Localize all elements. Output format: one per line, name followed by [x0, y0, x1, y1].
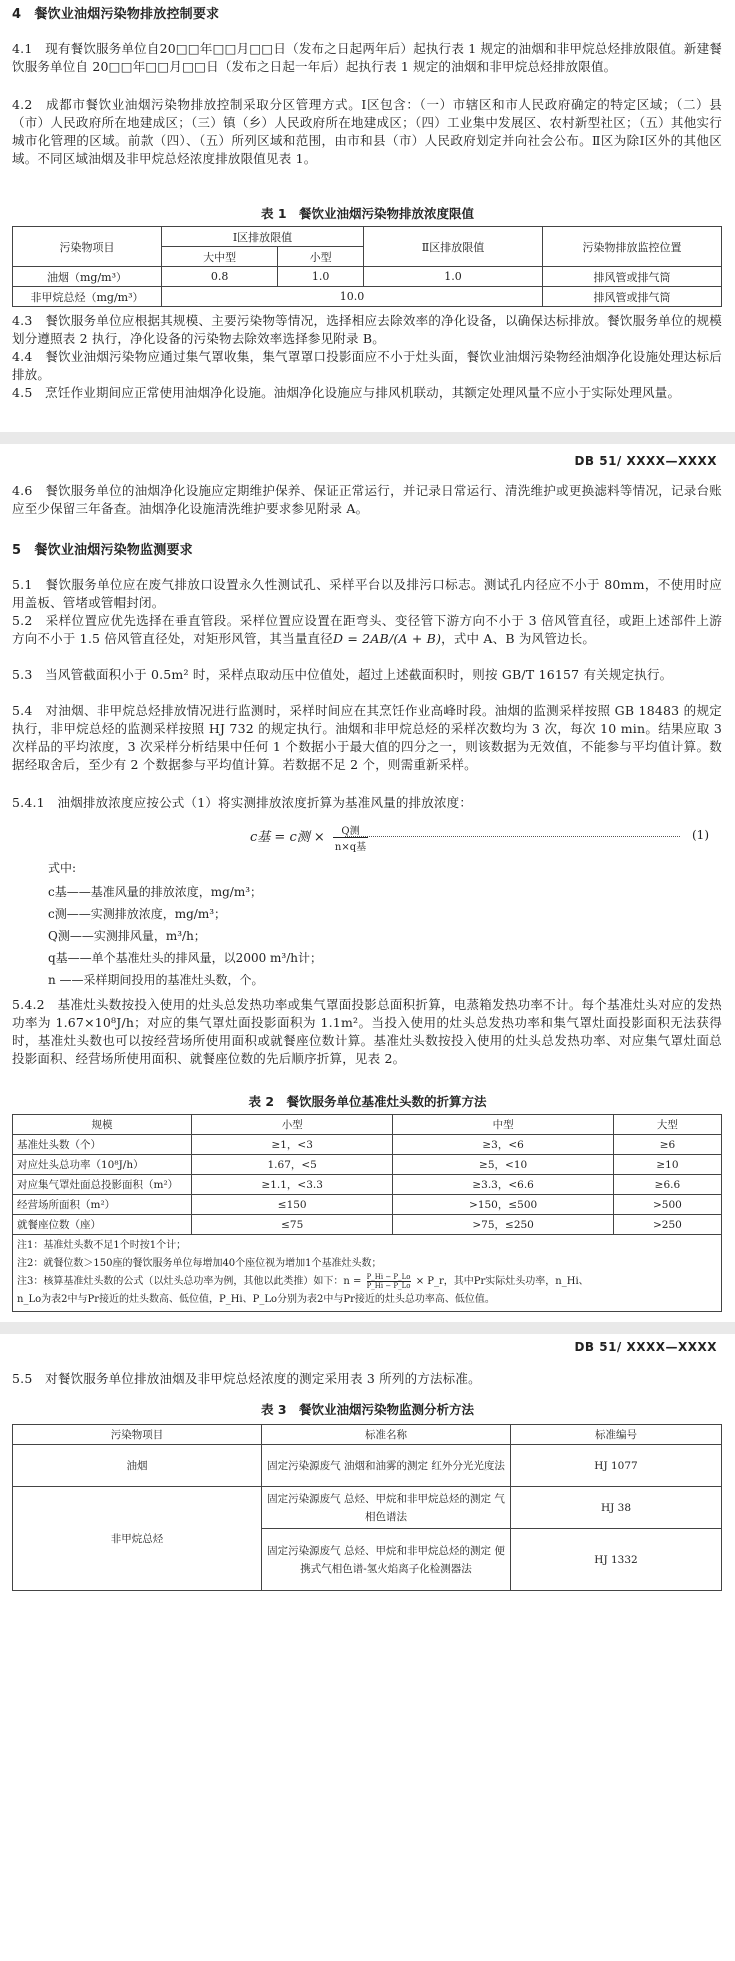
- para-5-4-2: 5.4.2 基准灶头数按投入使用的灶头总发热功率或集气罩面投影总面积折算，电蒸箱发热功率不计。每个基准灶头对应的发热功率为 1.67×10⁸J/h；对应的集气罩灶面投影面积为 1.1m²。当投入使用的灶头总发热功率和集气罩灶面投影面积无法获得时，基准灶头数也可以按经营场所使用面积或就餐座位数计算。基准灶头数按投入使用的灶头总发热功率、对应集气罩灶面总投影面积、经营场所使用面积、就餐座位数的先后顺序折算，见表 2。: [12, 997, 722, 1066]
- t3-r2-name: 固定污染源废气 总烃、甲烷和非甲烷总烃的测定 气相色谱法: [262, 1487, 511, 1529]
- section-4-heading: 4 餐饮业油烟污染物排放控制要求: [12, 7, 220, 22]
- equivalent-diameter-formula: D = 2AB/(A + B): [332, 631, 442, 646]
- t2-cell: ≥1，<3: [192, 1135, 393, 1155]
- para-5-2-text-a: 5.2 采样位置应优先选择在垂直管段。采样位置应设置在距弯头、变径管下游方向不小于 3 倍风管直径，或距上述部件上游方向不小于 1.5 倍风管直径处，对矩形风管，其当量直径: [12, 613, 722, 646]
- para-5-2-text-b: ，式中 A、B 为风管边长。: [441, 631, 596, 646]
- t3-r2-code: HJ 38: [511, 1487, 722, 1529]
- t3-r1-name: 固定污染源废气 油烟和油雾的测定 红外分光光度法: [262, 1445, 511, 1487]
- t2-cell: ≥1.1，<3.3: [192, 1175, 393, 1195]
- t2-note-3-num: P_Hi − P_Lo: [366, 1273, 411, 1281]
- t2-note-3a: 注3：核算基准灶头数的公式（以灶头总功率为例，其他以此类推）如下：n =: [17, 1276, 362, 1287]
- t2-note-3c: n_Lo为表2中与Pr接近的灶头数高、低位值，P_Hi、P_Lo分别为表2中与Pr接近的灶头总功率高、低位值。: [17, 1294, 495, 1305]
- para-5-4: 5.4 对油烟、非甲烷总烃排放情况进行监测时，采样时间应在其烹饪作业高峰时段。油烟的监测采样按照 GB 18483 的规定执行，非甲烷总烃的监测采样按照 HJ 732 的规定执行。油烟和非甲烷总烃的采样次数均为 3 次，每次 10 min。结果应取 3 次样品的平均浓度，3 次采样分析结果中任何 1 个数据小于最大值的四分之一，则该数据为无效值，不能参与平均值计算。数据经取舍后，至少有 2 个数据参与平均值计算。若数据不足 2 个，则需重新采样。: [12, 703, 722, 772]
- t3-header-name: 标准名称: [262, 1425, 511, 1445]
- t1-r1-large: 0.8: [162, 267, 278, 287]
- formula-numerator: Q测: [333, 822, 368, 838]
- page-gap-2: [0, 1322, 735, 1334]
- para-4-4: 4.4 餐饮业油烟污染物应通过集气罩收集，集气罩罩口投影面应不小于灶头面，餐饮业油烟污染物经油烟净化设施处理达标后排放。: [12, 349, 722, 382]
- page-2: [0, 444, 735, 1322]
- page-header-docid: DB 51/ XXXX—XXXX: [574, 454, 717, 468]
- t2-cell: >75，≤250: [393, 1215, 613, 1235]
- table-1-caption: 表 1 餐饮业油烟污染物排放浓度限值: [260, 206, 475, 221]
- formula-denominator: n×q基: [334, 842, 367, 853]
- t1-header-item: 污染物项目: [13, 227, 162, 267]
- table-row: [13, 1215, 722, 1235]
- t2-header-medium: 中型: [393, 1115, 613, 1135]
- t1-header-small: 小型: [278, 247, 364, 267]
- para-5-1: 5.1 餐饮服务单位应在废气排放口设置永久性测试孔、采样平台以及排污口标志。测试孔内径应不小于 80mm，不使用时应用盖板、管堵或管帽封闭。: [12, 577, 722, 610]
- para-4-5: 4.5 烹饪作业期间应正常使用油烟净化设施。油烟净化设施应与排风机联动，其额定处理风量不应小于实际处理风量。: [12, 385, 681, 400]
- t2-cell: >150，≤500: [393, 1195, 613, 1215]
- t2-cell: ≥6: [613, 1135, 721, 1155]
- table-row: [13, 1135, 722, 1155]
- para-5-2: [12, 612, 722, 648]
- page-header-docid-2: DB 51/ XXXX—XXXX: [574, 1340, 717, 1354]
- para-4-2: 4.2 成都市餐饮业油烟污染物排放控制采取分区管理方式。Ⅰ区包含：（一）市辖区和市人民政府确定的特定区域；（二）县（市）人民政府所在地建成区；（三）镇（乡）人民政府所在地建成区；（四）工业集中发展区、农村新型社区；（五）其他实行城市化管理的区域。前款（四）、（五）所列区域和范围，由市和县（市）人民政府划定并向社会公布。Ⅱ区为除Ⅰ区外的其他区域。不同区域油烟及非甲烷总烃浓度排放限值见表 1。: [12, 97, 722, 166]
- t1-header-zone2: Ⅱ区排放限值: [364, 227, 543, 267]
- t2-cell: ≤150: [192, 1195, 393, 1215]
- page-3: [0, 1334, 735, 1961]
- t1-r2-value: 10.0: [162, 287, 543, 307]
- formula-def-2: c测——实测排放浓度，mg/m³；: [48, 907, 227, 921]
- t2-header-scale: 规模: [13, 1115, 192, 1135]
- t3-r1-item: 油烟: [13, 1445, 262, 1487]
- t2-cell: ≥3，<6: [393, 1135, 613, 1155]
- t2-cell: 就餐座位数（座）: [13, 1215, 192, 1235]
- formula-where: 式中:: [48, 861, 77, 875]
- t1-r2-item: 非甲烷总烃（mg/m³）: [13, 287, 162, 307]
- t1-header-large: 大中型: [162, 247, 278, 267]
- page-1: [0, 0, 735, 432]
- t2-note-3-den: P_Hi − P_Lo: [366, 1282, 411, 1290]
- t2-header-large: 大型: [613, 1115, 721, 1135]
- t2-cell: >250: [613, 1215, 721, 1235]
- t1-header-position: 污染物排放监控位置: [543, 227, 722, 267]
- formula-number: (1): [692, 828, 709, 842]
- t3-header-code: 标准编号: [511, 1425, 722, 1445]
- para-4-3: 4.3 餐饮服务单位应根据其规模、主要污染物等情况，选择相应去除效率的净化设备，以确保达标排放。餐饮服务单位的规模划分遵照表 2 执行，净化设备的污染物去除效率选择参见附录 B。: [12, 313, 722, 346]
- section-5-heading: 5 餐饮业油烟污染物监测要求: [12, 543, 193, 558]
- t3-r3-name: 固定污染源废气 总烃、甲烷和非甲烷总烃的测定 便携式气相色谱-氢火焰离子化检测器法: [262, 1529, 511, 1591]
- t2-header-small: 小型: [192, 1115, 393, 1135]
- formula-fraction: [333, 822, 368, 853]
- formula-def-3: Q测——实测排风量，m³/h；: [48, 929, 206, 943]
- formula-def-5: n ——采样期间投用的基准灶头数，个。: [48, 973, 264, 987]
- t2-note-1: 注1：基准灶头数不足1个时按1个计；: [17, 1240, 187, 1251]
- table-row: [13, 1175, 722, 1195]
- formula-def-1: c基——基准风量的排放浓度，mg/m³；: [48, 885, 263, 899]
- t3-r1-code: HJ 1077: [511, 1445, 722, 1487]
- table-row: [13, 1195, 722, 1215]
- t1-r2-position: 排风管或排气筒: [543, 287, 722, 307]
- t2-note-3b: × P_r，其中Pr实际灶头功率，n_Hi、: [415, 1276, 589, 1287]
- t2-cell: 1.67，<5: [192, 1155, 393, 1175]
- formula-1: [250, 822, 368, 853]
- table-1: [12, 226, 722, 307]
- t2-note-3-fraction: [367, 1273, 411, 1290]
- table-3: [12, 1424, 722, 1591]
- t2-cell: 经营场所面积（m²）: [13, 1195, 192, 1215]
- table-2: [12, 1114, 722, 1312]
- para-5-3: 5.3 当风管截面积小于 0.5m² 时，采样点取动压中位值处，超过上述截面积时，则按 GB/T 16157 有关规定执行。: [12, 667, 673, 682]
- t2-note-2: 注2：就餐位数＞150座的餐饮服务单位每增加40个座位视为增加1个基准灶头数；: [17, 1258, 382, 1269]
- t2-cell: ≥5，<10: [393, 1155, 613, 1175]
- t1-r1-position: 排风管或排气筒: [543, 267, 722, 287]
- t1-r1-zone2: 1.0: [364, 267, 543, 287]
- table-3-caption: 表 3 餐饮业油烟污染物监测分析方法: [260, 1402, 475, 1417]
- t1-r1-small: 1.0: [278, 267, 364, 287]
- t2-note-3: [17, 1273, 717, 1291]
- formula-lhs: c基 = c测 ×: [250, 830, 325, 845]
- para-5-5: 5.5 对餐饮服务单位排放油烟及非甲烷总烃浓度的测定采用表 3 所列的方法标准。: [12, 1371, 481, 1386]
- t3-r3-code: HJ 1332: [511, 1529, 722, 1591]
- table-row: [13, 1155, 722, 1175]
- t2-cell: ≥3.3，<6.6: [393, 1175, 613, 1195]
- t2-notes: [13, 1235, 722, 1312]
- para-4-1: 4.1 现有餐饮服务单位自20□□年□□月□□日（发布之日起两年后）起执行表 1 规定的油烟和非甲烷总烃排放限值。新建餐饮服务单位自 20□□年□□月□□日（发布之日起一年后）起执行表 1 规定的油烟和非甲烷总烃排放限值。: [12, 41, 722, 74]
- table-2-caption: 表 2 餐饮服务单位基准灶头数的折算方法: [248, 1094, 487, 1109]
- para-5-4-1: 5.4.1 油烟排放浓度应按公式（1）将实测排放浓度折算为基准风量的排放浓度：: [12, 795, 473, 810]
- t2-cell: ≥10: [613, 1155, 721, 1175]
- t3-r2-item: 非甲烷总烃: [13, 1487, 262, 1591]
- t2-cell: 对应灶头总功率（10⁸J/h）: [13, 1155, 192, 1175]
- formula-def-4: q基——单个基准灶头的排风量，以2000 m³/h计；: [48, 951, 322, 965]
- para-4-6: 4.6 餐饮服务单位的油烟净化设施应定期维护保养、保证正常运行，并记录日常运行、清洗维护或更换滤料等情况，记录台账应至少保留三年备查。油烟净化设施清洗维护要求参见附录 A。: [12, 483, 722, 516]
- t2-cell: ≥6.6: [613, 1175, 721, 1195]
- t2-cell: 基准灶头数（个）: [13, 1135, 192, 1155]
- t2-cell: ≤75: [192, 1215, 393, 1235]
- t1-header-zone1: Ⅰ区排放限值: [162, 227, 364, 247]
- t1-r1-item: 油烟（mg/m³）: [13, 267, 162, 287]
- page-gap-1: [0, 432, 735, 444]
- t3-header-item: 污染物项目: [13, 1425, 262, 1445]
- t2-cell: >500: [613, 1195, 721, 1215]
- formula-leader-dots: [345, 836, 680, 837]
- t2-cell: 对应集气罩灶面总投影面积（m²）: [13, 1175, 192, 1195]
